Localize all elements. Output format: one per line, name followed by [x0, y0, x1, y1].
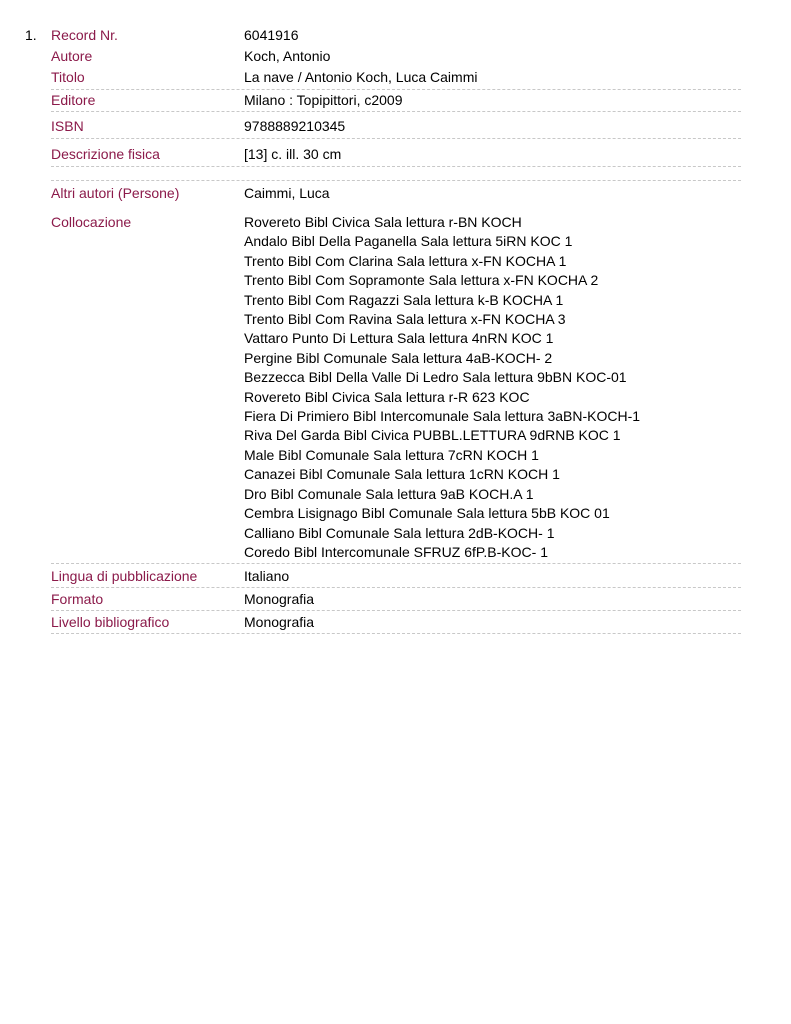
divider	[51, 166, 741, 167]
divider	[51, 610, 741, 611]
list-item: Calliano Bibl Comunale Sala lettura 2dB-KOCH- 1	[244, 524, 555, 541]
divider	[51, 138, 741, 139]
field-label: Altri autori (Persone)	[51, 185, 180, 201]
field-value: Italiano	[244, 568, 290, 584]
field-value: Milano : Topipittori, c2009	[244, 92, 403, 108]
field-value: Monografia	[244, 591, 315, 607]
field-value: La nave / Antonio Koch, Luca Caimmi	[244, 69, 478, 85]
field-label: Livello bibliografico	[51, 614, 170, 630]
field-label: Descrizione fisica	[51, 146, 160, 162]
field-label: Titolo	[51, 69, 85, 85]
list-item: Cembra Lisignago Bibl Comunale Sala lettura 5bB KOC 01	[244, 505, 610, 522]
list-item: Pergine Bibl Comunale Sala lettura 4aB-KOCH- 2	[244, 349, 553, 366]
list-item: Bezzecca Bibl Della Valle Di Ledro Sala lettura 9bBN KOC-01	[244, 369, 627, 386]
list-item: Trento Bibl Com Ravina Sala lettura x-FN KOCHA 3	[244, 311, 566, 328]
field-value: [13] c. ill. 30 cm	[244, 146, 342, 162]
field-label: Editore	[51, 92, 96, 108]
list-item: Trento Bibl Com Ragazzi Sala lettura k-B KOCHA 1	[244, 291, 564, 308]
list-item: Coredo Bibl Intercomunale SFRUZ 6fP.B-KOC- 1	[244, 543, 548, 560]
divider	[51, 587, 741, 588]
field-value: Koch, Antonio	[244, 48, 331, 64]
field-value: 6041916	[244, 27, 299, 43]
field-value: Monografia	[244, 614, 315, 630]
list-item: Trento Bibl Com Sopramonte Sala lettura x-FN KOCHA 2	[244, 272, 599, 289]
divider	[51, 89, 741, 90]
list-item: Male Bibl Comunale Sala lettura 7cRN KOCH 1	[244, 446, 539, 463]
list-item: Riva Del Garda Bibl Civica PUBBL.LETTURA 9dRNB KOC 1	[244, 427, 621, 444]
list-item: Andalo Bibl Della Paganella Sala lettura 5iRN KOC 1	[244, 233, 573, 250]
field-label: ISBN	[51, 118, 84, 134]
field-value: 9788889210345	[244, 118, 346, 134]
list-item: Vattaro Punto Di Lettura Sala lettura 4nRN KOC 1	[244, 330, 554, 347]
field-label: Formato	[51, 591, 104, 607]
divider	[51, 633, 741, 634]
field-label: Autore	[51, 48, 93, 64]
list-item: Rovereto Bibl Civica Sala lettura r-R 623 KOC	[244, 388, 530, 405]
list-item: Trento Bibl Com Clarina Sala lettura x-FN KOCHA 1	[244, 252, 567, 269]
collocazione-list	[244, 213, 640, 562]
divider	[51, 563, 741, 564]
divider	[51, 180, 741, 181]
field-value: Caimmi, Luca	[244, 185, 330, 201]
list-item: Rovereto Bibl Civica Sala lettura r-BN KOCH	[244, 214, 522, 230]
field-label: Lingua di pubblicazione	[51, 568, 198, 584]
divider	[51, 111, 741, 112]
list-item: Fiera Di Primiero Bibl Intercomunale Sala lettura 3aBN-KOCH-1	[244, 408, 641, 425]
list-item: Dro Bibl Comunale Sala lettura 9aB KOCH.A 1	[244, 485, 534, 502]
field-label: Record Nr.	[51, 27, 118, 43]
list-item: Canazei Bibl Comunale Sala lettura 1cRN KOCH 1	[244, 466, 560, 483]
field-label: Collocazione	[51, 214, 132, 230]
record-index: 1.	[25, 27, 37, 43]
